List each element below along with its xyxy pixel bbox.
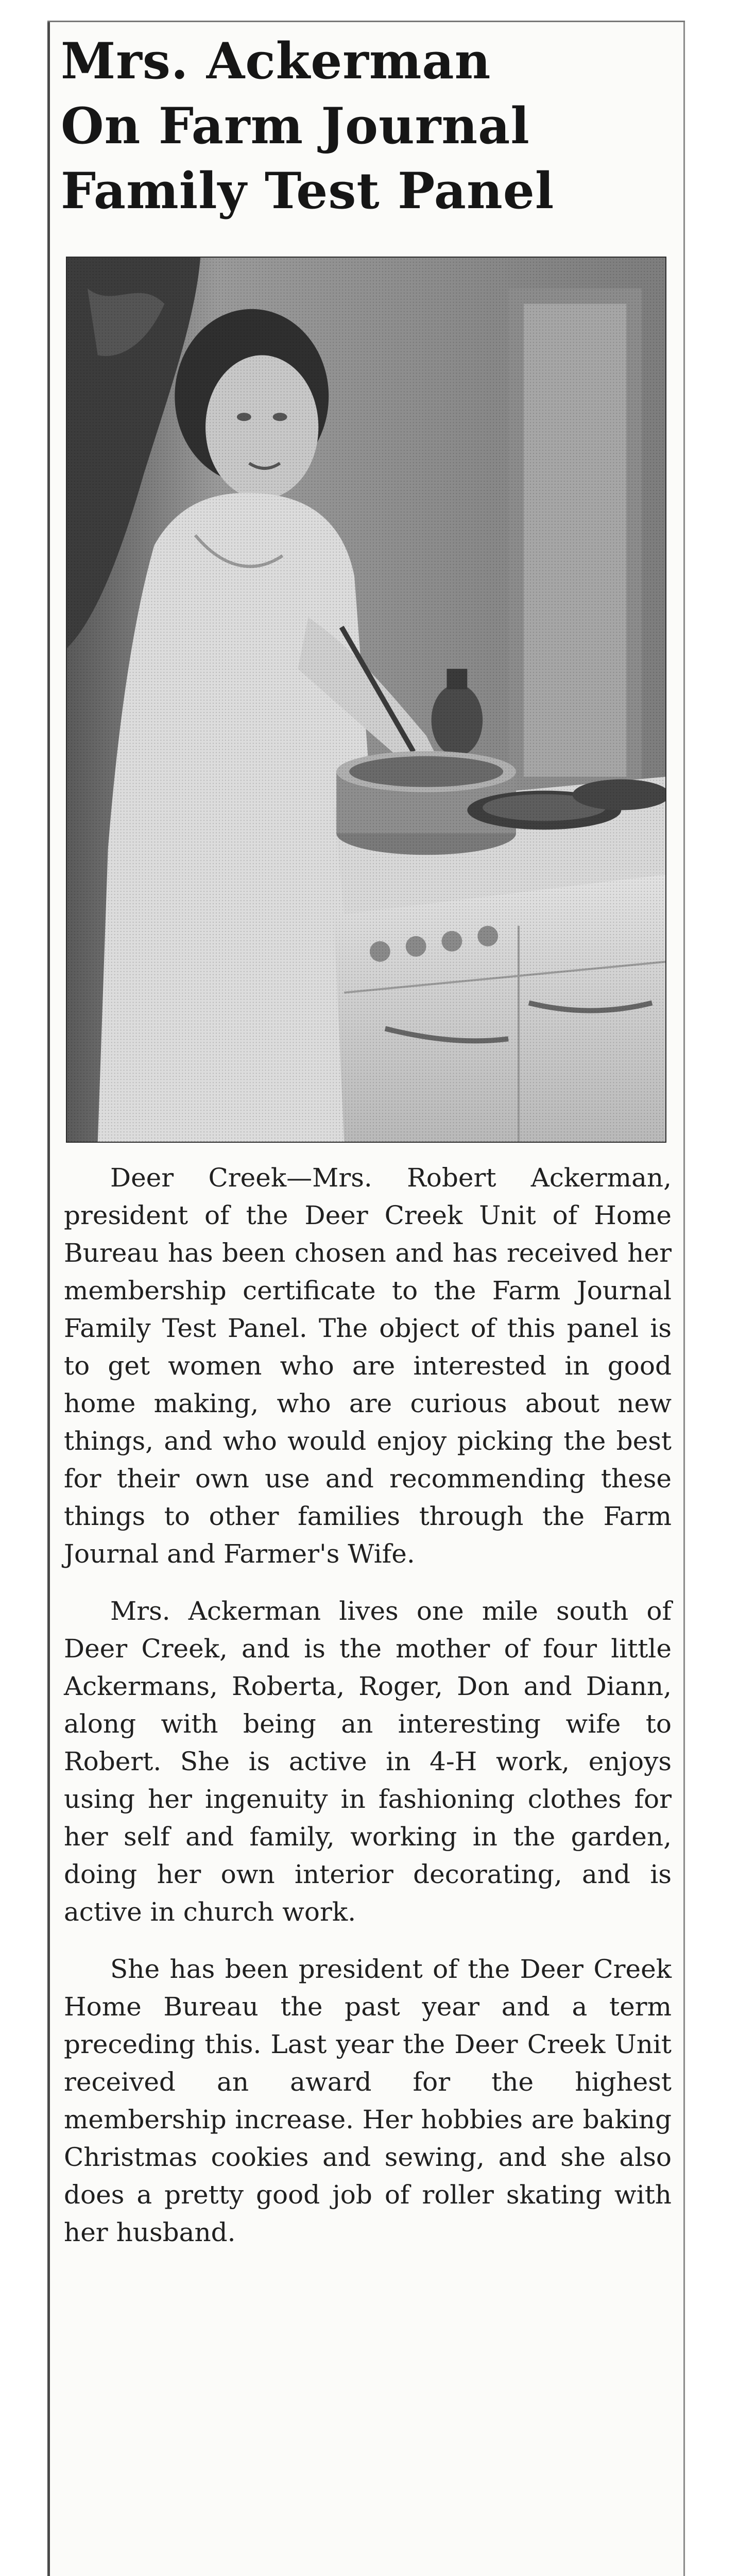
woman-at-stove-photo-icon <box>67 258 665 1142</box>
headline-line-1: Mrs. Ackerman <box>61 32 491 90</box>
article-paragraph-2: Mrs. Ackerman lives one mile south of Deer Creek, and is the mother of four little Ackermans, Roberta, Roger, Don and Diann, along with being an interesting wife to Robert. She is active in 4-H work, enjoys using her ingenuity in fashioning clothes for her self and family, working in the garden, doing her own interior decorating, and is active in church work. <box>64 1596 672 1927</box>
headline <box>61 29 674 224</box>
clipping-edge-top <box>47 21 685 22</box>
column-rule-right <box>683 21 685 2576</box>
article-photo <box>66 257 666 1143</box>
headline-line-3: Family Test Panel <box>61 162 555 220</box>
article-paragraph-3: She has been president of the Deer Creek Home Bureau the past year and a term preceding this. Last year the Deer Creek Unit received an award for the highest membership increase. Her hobbies are baking Christmas cookies and sewing, and she also does a pretty good job of roller skating with her husband. <box>64 1954 672 2247</box>
headline-line-2: On Farm Journal <box>61 97 530 155</box>
column-rule-left <box>47 21 50 2576</box>
article-body <box>64 1159 672 2271</box>
article-paragraph-1: Deer Creek—Mrs. Robert Ackerman, president of the Deer Creek Unit of Home Bureau has been chosen and has received her membership certificate to the Farm Journal Family Test Panel. The object of this panel is to get women who are interested in good home making, who are curious about new things, and who would enjoy picking the best for their own use and recommending these things to other families through the Farm Journal and Farmer's Wife. <box>64 1163 672 1569</box>
